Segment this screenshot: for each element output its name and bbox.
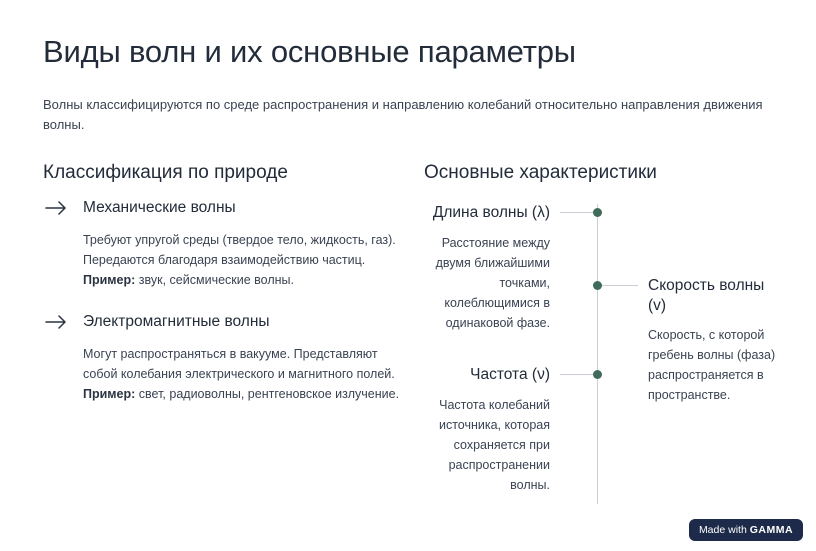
timeline-item-title: Скорость волны (v) [648,277,765,314]
example-label: Пример: [83,273,136,287]
arrow-right-icon [45,315,67,329]
classification-heading: Классификация по природе [43,162,288,183]
timeline-line [597,204,598,504]
timeline-item-description: Расстояние между двумя ближайшими точками, колеблющимися в одинаковой фазе. [435,236,550,330]
timeline-item-title: Частота (ν) [470,366,550,383]
timeline-item-description: Частота колебаний источника, которая сохраняется при распространении волны. [438,398,550,492]
timeline-connector [560,374,597,375]
timeline-item-description: Скорость, с которой гребень волны (фаза) распространяется в пространстве. [648,328,776,402]
timeline-dot [593,208,602,217]
item-description: Могут распространяться в вакууме. Представляют собой колебания электрического и магнитного полей. Пример: свет, радиоволны, рентгеновское излучение. [83,347,400,401]
page-subtitle: Волны классифицируются по среде распространения и направлению колебаний относительно направления движения волны. [43,97,763,132]
timeline-dot [593,370,602,379]
timeline-connector [560,212,597,213]
arrow-right-icon [45,201,67,215]
badge-prefix: Made with [698,524,747,536]
characteristics-heading: Основные характеристики [424,162,657,183]
timeline-connector [598,285,638,286]
example-label: Пример: [83,387,136,401]
item-title: Электромагнитные волны [83,313,270,330]
page-title: Виды волн и их основные параметры [43,34,576,69]
timeline-item-title: Длина волны (λ) [432,204,550,221]
made-with-gamma-badge[interactable] [689,519,803,541]
item-title: Механические волны [83,199,236,216]
gamma-logo: GAMMA [749,524,794,536]
item-description: Требуют упругой среды (твердое тело, жидкость, газ). Передаются благодаря взаимодействию частиц. Пример: звук, сейсмические волны. [83,233,396,287]
timeline-dot [593,281,602,290]
